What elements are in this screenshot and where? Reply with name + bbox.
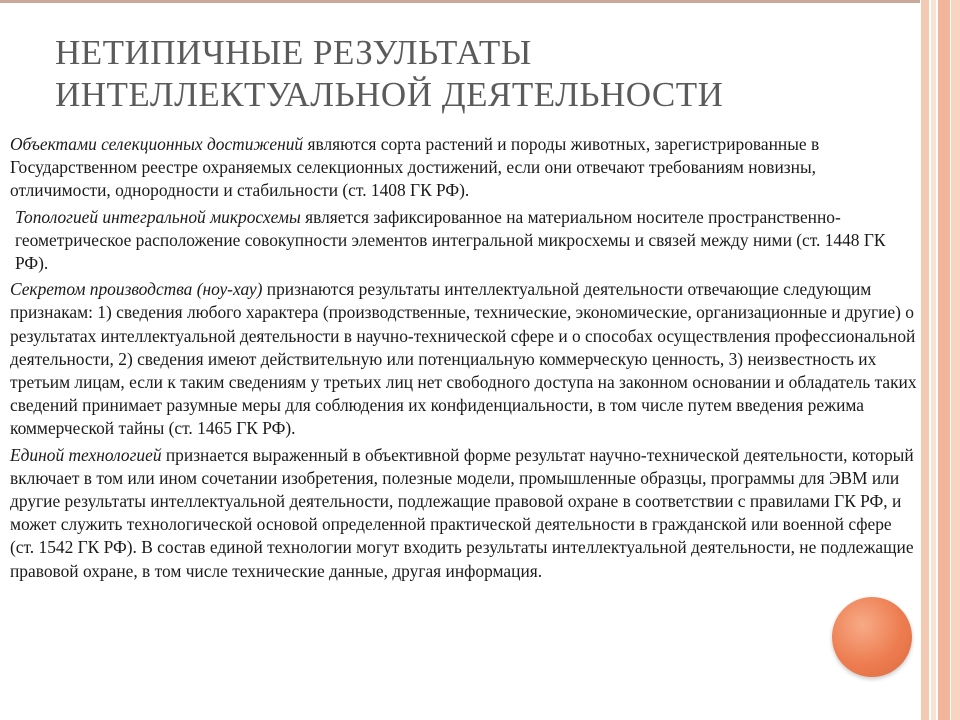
- decorative-stripe: [951, 0, 960, 720]
- decorative-stripe: [938, 0, 950, 720]
- decorative-stripe: [921, 0, 929, 720]
- slide-title-line-2: ИНТЕЛЛЕКТУАЛЬНОЙ ДЕЯТЕЛЬНОСТИ: [55, 75, 724, 114]
- term: Секретом производства (ноу-хау): [10, 279, 263, 300]
- slide-body: [10, 133, 918, 586]
- top-border-line: [0, 0, 920, 3]
- term: Единой технологией: [10, 444, 162, 465]
- paragraph-text: признается выраженный в объективной форме результат научно-технической деятельности, который включает в том или ином сочетании изобретения, полезные модели, промышленные образцы, программы для ЭВМ или другие результаты интеллектуальной деятельности, подлежащие правовой охране в соответствии с правилами ГК РФ, и может служить технологической основой определенной практической деятельности в гражданской или военной сфере (ст. 1542 ГК РФ). В состав единой технологии могут входить результаты интеллектуальной деятельности, не подлежащие правовой охране, в том числе технические данные, другая информация.: [10, 444, 914, 581]
- slide-title-line-1: НЕТИПИЧНЫЕ РЕЗУЛЬТАТЫ: [55, 33, 532, 72]
- paragraph-unified-technology: [10, 444, 918, 583]
- paragraph-text: признаются результаты интеллектуальной деятельности отвечающие следующим признакам: 1) сведения любого характера (производственные, технические, экономические, организационные и другие) о результатах интеллектуальной деятельности в научно-технической сфере и о способах осуществления профессиональной деятельности, 2) сведения имеют действительную или потенциальную коммерческую ценность, 3) неизвестность их третьим лицам, если к таким сведениям у третьих лиц нет свободного доступа на законном основании и обладатель таких сведений принимает разумные меры для соблюдения их конфиденциальности, в том числе путем введения режима коммерческой тайны (ст. 1465 ГК РФ).: [10, 279, 917, 439]
- decorative-stripe: [931, 0, 936, 720]
- paragraph-text: является зафиксированное на материальном носителе пространственно-геометрическое расположение совокупности элементов интегральной микросхемы и связей между ними (ст. 1448 ГК РФ).: [15, 206, 886, 274]
- decorative-circle: [832, 597, 912, 677]
- paragraph-selection-achievements: [10, 133, 918, 203]
- paragraph-text: являются сорта растений и породы животных, зарегистрированные в Государственном реестре охраняемых селекционных достижений, если они отвечают требованиям новизны, отличимости, однородности и стабильности (ст. 1408 ГК РФ).: [10, 134, 820, 201]
- paragraph-know-how: [10, 278, 918, 440]
- term: Объектами селекционных достижений: [10, 134, 304, 154]
- term: Топологией интегральной микросхемы: [15, 206, 301, 227]
- slide-title: [55, 32, 915, 116]
- paragraph-ic-topology: [10, 206, 918, 276]
